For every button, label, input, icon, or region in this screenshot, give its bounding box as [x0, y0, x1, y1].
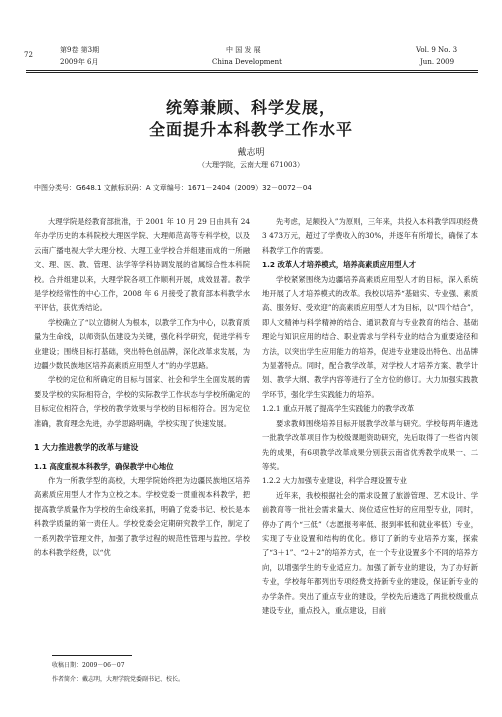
header-rule: [26, 70, 478, 71]
paragraph: 学校紧紧围绕为边疆培养高素质应用型人才的目标，深入系统地开展了人才培养模式的改革。我校以培养“基础实、专业强、素质高、服务好、受欢迎”的高素质应用型人才为目标，以“四个结合”，即人文精神与科学精神的结合、通识教育与专业教育的结合、基础理论与知识应用的结合、职业需求与学科专业的结合为重要途径和方法，以突出学生应用能力的培养，促进专业建设出特色、出品牌为显著特点。同时，配合教学改革，对学校人才培养方案、教学计划、教学大纲、教学内容等进行了全方位的修订。大力加强实践教学环节，强化学生实践能力的培养。: [262, 274, 478, 399]
article-title-line2: 全面提升本科教学工作水平: [148, 120, 353, 139]
section-heading: 1 大力推进教学的改革与建设: [34, 443, 139, 453]
header-rule-2: [26, 72, 478, 73]
subsubsection-heading: 1.2.2 大力加强专业建设，科学合理设置专业: [262, 476, 407, 486]
journal-en: China Development: [212, 58, 282, 66]
footnote: [52, 659, 184, 687]
affiliation: （大理学院，云南大理 671003）: [198, 161, 304, 169]
date-cn: 2009年 6月: [60, 58, 99, 66]
paragraph: 学校的定位和所确定的目标与国家、社会和学生全面发展的需要及学校的实际相符合，学校的实际教学工作状态与学校所确定的目标定位相符合，学校的教学效果与学校的目标相符合。因为定位准确，教育理念先进，办学思路明确，学校实现了快速发展。: [34, 375, 250, 428]
paragraph: 学校确立了“以立德树人为根本，以教学工作为中心，以教育质量为生命线，以师资队伍建设为关键，强化科学研究，促进学科专业建设；围绕目标打基础，突出特色创品牌，深化改革求发展，为边疆少数民族地区培养高素质应用型人才”的办学思路。: [34, 317, 250, 371]
paragraph: 大理学院是经教育部批准，于 2001 年 10 月 29 日由具有 24 年办学历史的本科院校大理医学院、大理师范高等专科学校，以及云南广播电视大学大理分校、大理工业学校合并组建而成的一所融文、理、医、教、管理、法学等学科协调发展的省属综合性本科院校。合并组建以来，大理学院各项工作顺利开展，成效显著。教学是学校经常性的中心工作，2008 年 6 月接受了教育部本科教学水平评估，获优秀结论。: [34, 217, 250, 313]
volume-cn: 第9卷 第3期: [60, 46, 100, 54]
right-column: [262, 215, 478, 618]
journal-cn: 中 国 发 展: [226, 46, 261, 54]
paragraph: 先考虑，足额投入”为原则，三年来，共投入本科教学四项经费3 473万元，超过了学费收入的30%，并逐年有所增长，确保了本科教学工作的需要。: [262, 217, 478, 255]
left-column: [34, 215, 250, 560]
received-date: 收稿日期：2009－06－07: [52, 662, 125, 669]
author: 戴志明: [237, 148, 265, 158]
volume-en: Vol. 9 No. 3: [416, 46, 458, 54]
paragraph: 作为一所教学型的高校，大理学院始终把为边疆民族地区培养高素质应用型人才作为立校之本。学校党委一贯重视本科教学，把提高教学质量作为学校的生命线来抓，明确了党委书记、校长是本科教学质量的第一责任人。学校党委会定期研究教学工作，制定了一系列教学管理文件，加强了教学过程的规范性管理与监控。学校的本科教学经费，以“优: [34, 475, 250, 557]
subsection-heading: 1.2 改革人才培养模式，培养高素质应用型人才: [262, 260, 417, 270]
subsection-heading: 1.1 高度重视本科教学，确保教学中心地位: [34, 461, 174, 471]
date-en: Jun. 2009: [420, 58, 455, 66]
paragraph: 近年来，我校根据社会的需求设置了旅游管理、艺术设计、学前教育等一批社会需求量大、岗位适应性好的应用型专业，同时，停办了两个“三低”（志愿报考率低、报到率低和就业率低）专业，实现了专业设置和结构的优化。修订了新的专业培养方案，探索了“3＋1”、“2＋2”的培养方式，在一个专业设置多个不同的培养方向，以增强学生的专业适应力。加强了新专业的建设，为了办好新专业，学校每年都列出专项经费支持新专业的建设，保证新专业的办学条件。突出了重点专业的建设，学校先后遴选了两批校级重点建设专业，重点投入，重点建设，目前: [262, 490, 478, 615]
paragraph: 要求教师围绕培养目标开展教学改革与研究。学校每两年遴选一批教学改革项目作为校级课题资助研究，先后取得了一些省内领先的成果，有6项教学改革成果分别获云南省优秀教学成果一、二等奖。: [262, 418, 478, 471]
author-note: 作者简介：戴志明，大理学院党委副书记、校长。: [52, 676, 185, 683]
footnote-rule: [52, 655, 132, 656]
article-title-line1: 统筹兼顾、科学发展，: [165, 98, 336, 117]
article-meta: 中图分类号：G648.1 文献标识码：A 文章编号：1671－2404（2009）32－0072－04: [34, 184, 312, 192]
page-number: 72: [24, 51, 33, 59]
subsubsection-heading: 1.2.1 重点开展了提高学生实践能力的教学改革: [262, 404, 415, 414]
